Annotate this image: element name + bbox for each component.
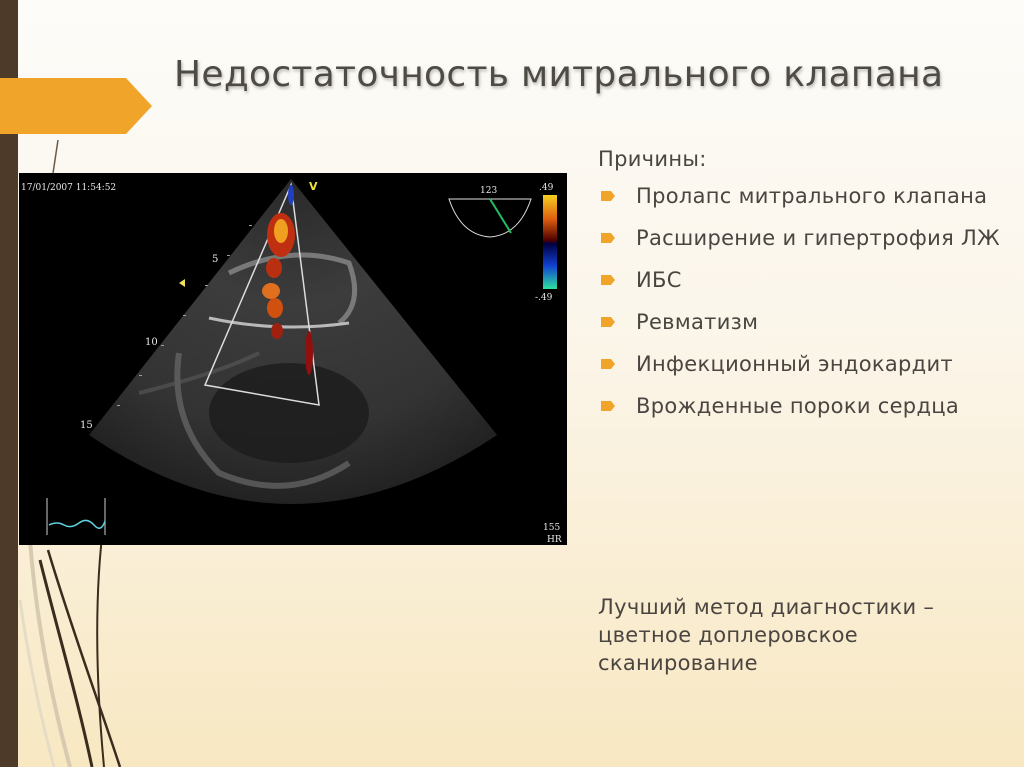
angle-indicator [449,199,531,237]
arrow-bullet-icon [601,191,615,201]
cause-text: Врожденные пороки сердца [636,394,960,418]
page-title: Недостаточность митрального клапана [174,54,944,95]
causes-section [598,145,1008,434]
cause-text: ИБС [636,268,682,292]
arrow-bullet-icon [601,233,615,243]
heart-rate-value: 155 [543,523,561,533]
list-item [598,224,1008,252]
causes-list [598,182,1008,420]
depth-mark-5: 5 [212,254,219,265]
arrow-bullet-icon [601,317,615,327]
color-velocity-scale [543,195,557,289]
cause-text: Ревматизм [636,310,759,334]
list-item [598,392,1008,420]
cause-text: Инфекционный эндокардит [636,352,953,376]
depth-mark-10: 10 [145,337,158,348]
list-item [598,266,1008,294]
arrow-bullet-icon [601,359,615,369]
timestamp: 17/01/2007 11:54:52 [21,183,117,193]
diagnosis-conclusion: Лучший метод диагностики – цветное доплеровское сканирование [598,595,935,675]
heart-rate-unit: HR [547,535,562,545]
list-item [598,182,1008,210]
list-item [598,350,1008,378]
scale-bottom-value: -.49 [535,293,553,303]
cause-text: Пролапс митрального клапана [636,184,988,208]
ecg-trace [47,498,105,535]
arrow-bullet-icon [601,401,615,411]
probe-marker: V [309,180,318,193]
scale-top-value: .49 [539,183,554,193]
echocardiogram-image [19,173,567,545]
causes-heading: Причины: [598,147,707,171]
list-item [598,308,1008,336]
depth-mark-15: 15 [80,420,93,431]
angle-value: 123 [480,186,498,196]
focus-marker [179,279,185,287]
orange-arrow-tab [0,78,152,134]
cause-text: Расширение и гипертрофия ЛЖ [636,226,1000,250]
arrow-bullet-icon [601,275,615,285]
